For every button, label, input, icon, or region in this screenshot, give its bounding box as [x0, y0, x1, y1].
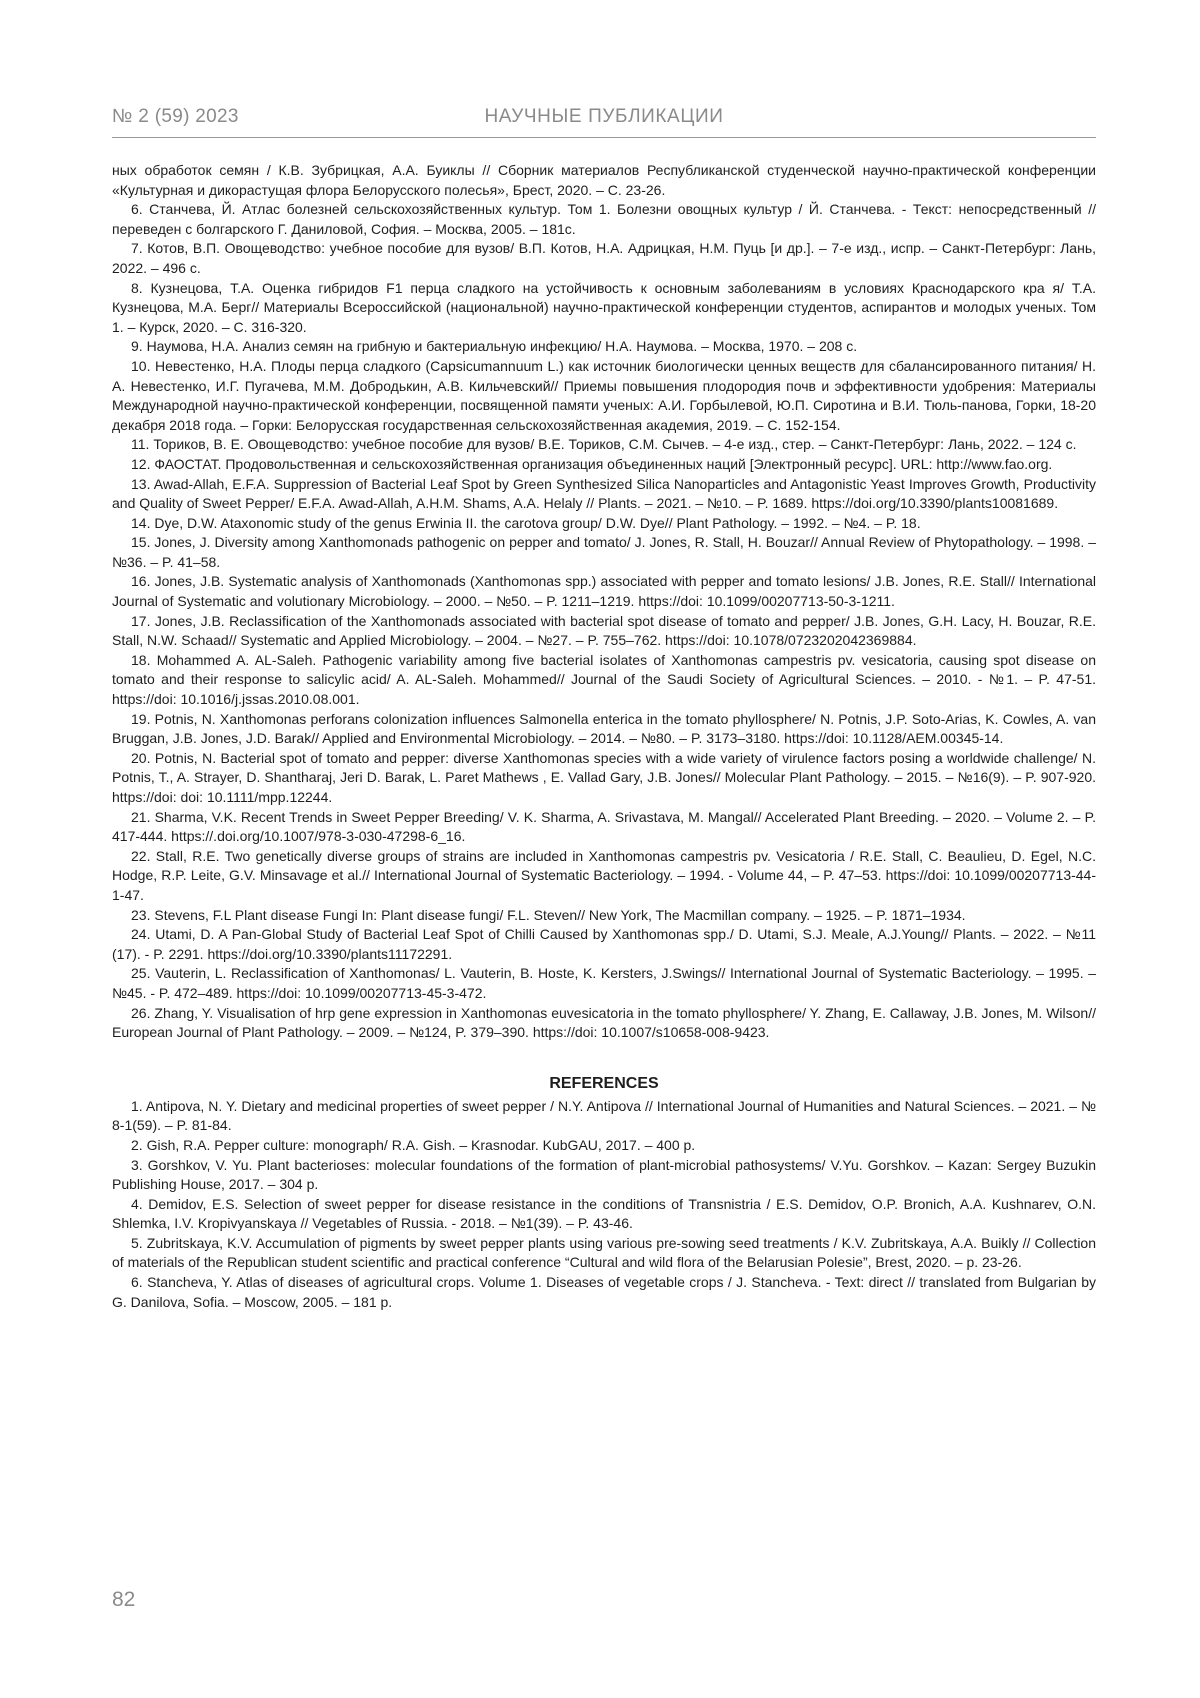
reference-entry: 24. Utami, D. A Pan-Global Study of Bacterial Leaf Spot of Chilli Caused by Xanthomonas spp./ D. Utami, S.J. Meale, A.J.Young// Plants. – 2022. – №11 (17). - P. 2291. https://doi.org/10.3390/plants11172291. — [112, 926, 1096, 962]
reference-entry: 2. Gish, R.A. Pepper culture: monograph/ R.A. Gish. – Krasnodar. KubGAU, 2017. – 400 p. — [131, 1136, 696, 1153]
reference-entry: 1. Antipova, N. Y. Dietary and medicinal properties of sweet pepper / N.Y. Antipova // International Journal of Humanities and Natural Sciences. – 2021. – № 8-1(59). – P. 81-84. — [112, 1097, 1096, 1134]
reference-entry: 23. Stevens, F.L Plant disease Fungi In: Plant disease fungi/ F.L. Steven// New York, The Macmillan company. – 1925. – P. 1871–1934. — [131, 906, 966, 923]
page-number: 82 — [112, 1588, 136, 1611]
reference-entry: ных обработок семян / К.В. Зубрицкая, А.А. Буиклы // Сборник материалов Республиканской студенческой научно-практической конференции «Культурная и дикорастущая флора Белорусского полесья», Брест, 2020. – С. 23-26. — [112, 162, 1096, 198]
references-heading: REFERENCES — [549, 1074, 659, 1092]
reference-entry: 10. Невестенко, Н.А. Плоды перца сладкого (Capsicumannuum L.) как источник биологически ценных веществ для сбалансированного питания/ Н. А. Невестенко, И.Г. Пугачева, М.М. Добродькин, А.В. Кильчевский// Приемы повышения плодородия почв и эффективности удобрения: Материалы Международной научно-практической конференции, посвященной памяти ученых: А.И. Горбылевой, Ю.П. Сиротина и В.И. Тюль-панова, Горки, 18-20 декабря 2018 года. – Горки: Белорусская государственная сельскохозяйственная академия, 2019. – С. 152-154. — [112, 357, 1096, 433]
reference-entry: 12. ФАОСТАТ. Продовольственная и сельскохозяйственная организация объединенных наций [Электронный ресурс]. URL: http://www.fao.org. — [131, 455, 1053, 472]
reference-entry: 20. Potnis, N. Bacterial spot of tomato and pepper: diverse Xanthomonas species with a wide variety of virulence factors posing a worldwide challenge/ N. Potnis, T., A. Strayer, D. Shantharaj, Jeri D. Barak, L. Paret Mathews , E. Vallad Gary, J.B. Jones// Molecular Plant Pathology. – 2015. – №16(9). – P. 907-920. https://doi: doi: 10.1111/mpp.12244. — [112, 749, 1096, 805]
reference-entry: 4. Demidov, E.S. Selection of sweet pepper for disease resistance in the conditions of Transnistria / E.S. Demidov, O.P. Bronich, A.A. Kushnarev, O.N. Shlemka, I.V. Kropivyanskaya // Vegetables of Russia. - 2018. – №1(39). – P. 43-46. — [112, 1195, 1096, 1232]
reference-entry: 13. Awad-Allah, E.F.A. Suppression of Bacterial Leaf Spot by Green Synthesized Silica Nanoparticles and Antagonistic Yeast Improves Growth, Productivity and Quality of Sweet Pepper/ E.F.A. Awad-Allah, A.H.M. Shams, A.A. Helaly // Plants. – 2021. – №10. – P. 1689. https://doi.org/10.3390/plants10081689. — [112, 475, 1096, 512]
reference-entry: 8. Кузнецова, Т.А. Оценка гибридов F1 перца сладкого на устойчивость к основным заболеваниям в условиях Краснодарского кра я/ Т.А. Кузнецова, М.А. Берг// Материалы Всероссийской (национальной) научно-практической конференции студентов, аспирантов и молодых ученых. Том 1. – Курск, 2020. – С. 316-320. — [112, 279, 1096, 335]
issue-number: № 2 (59) 2023 — [112, 106, 239, 127]
reference-entry: 18. Mohammed A. AL-Saleh. Pathogenic variability among five bacterial isolates of Xanthomonas campestris pv. vesicatoria, causing spot disease on tomato and their response to salicylic acid/ A. AL-Saleh. Mohammed// Journal of the Saudi Society of Agricultural Sciences. – 2010. - №1. – P. 47-51. https://doi: 10.1016/j.jssas.2010.08.001. — [112, 651, 1096, 708]
reference-entry: 17. Jones, J.B. Reclassification of the Xanthomonads associated with bacterial spot disease of tomato and pepper/ J.B. Jones, G.H. Lacy, H. Bouzar, R.E. Stall, N.W. Schaad// Systematic and Applied Microbiology. – 2004. – №27. – P. 755–762. https://doi: 10.1078/0723202042369884. — [112, 612, 1096, 649]
reference-entry: 7. Котов, В.П. Овощеводство: учебное пособие для вузов/ В.П. Котов, Н.А. Адрицкая, Н.М. Пуць [и др.]. – 7-е изд., испр. – Санкт-Петербург: Лань, 2022. – 496 с. — [112, 240, 1096, 276]
header-divider — [112, 137, 1096, 138]
section-title: НАУЧНЫЕ ПУБЛИКАЦИИ — [484, 106, 724, 127]
reference-entry: 6. Станчева, Й. Атлас болезней сельскохозяйственных культур. Том 1. Болезни овощных культур / Й. Станчева. - Текст: непосредственный // переведен с болгарского Г. Даниловой, София. – Москва, 2005. – 181с. — [112, 201, 1096, 237]
reference-entry: 11. Ториков, В. Е. Овощеводство: учебное пособие для вузов/ В.Е. Ториков, С.М. Сычев. – 4-е изд., стер. – Санкт-Петербург: Лань, 2022. – 124 с. — [131, 436, 1077, 453]
page-header — [112, 106, 1096, 138]
reference-entry: 14. Dye, D.W. Ataxonomic study of the genus Erwinia II. the carotova group/ D.W. Dye// Plant Pathology. – 1992. – №4. – P. 18. — [131, 514, 921, 531]
reference-entry: 21. Sharma, V.K. Recent Trends in Sweet Pepper Breeding/ V. K. Sharma, A. Srivastava, M. Mangal// Accelerated Plant Breeding. – 2020. – Volume 2. – P. 417-444. https://.doi.org/10.1007/978-3-030-47298-6_16. — [112, 808, 1096, 845]
reference-entry: 16. Jones, J.B. Systematic analysis of Xanthomonads (Xanthomonas spp.) associated with pepper and tomato lesions/ J.B. Jones, R.E. Stall// International Journal of Systematic and volutionary Microbiology. – 2000. – №50. – P. 1211–1219. https://doi: 10.1099/00207713-50-3-1211. — [112, 573, 1096, 610]
reference-entry: 6. Stancheva, Y. Atlas of diseases of agricultural crops. Volume 1. Diseases of vegetable crops / J. Stancheva. - Text: direct // translated from Bulgarian by G. Danilova, Sofia. – Moscow, 2005. – 181 p. — [112, 1274, 1096, 1310]
reference-entry: 19. Potnis, N. Xanthomonas perforans colonization influences Salmonella enterica in the tomato phyllosphere/ N. Potnis, J.P. Soto-Arias, K. Cowles, A. van Bruggan, J.B. Jones, J.D. Barak// Applied and Environmental Microbiology. – 2014. – №80. – P. 3173–3180. https://doi: 10.1128/AEM.00345-14. — [112, 710, 1096, 747]
reference-entry: 22. Stall, R.E. Two genetically diverse groups of strains are included in Xanthomonas campestris pv. Vesicatoria / R.E. Stall, C. Beaulieu, D. Egel, N.C. Hodge, R.P. Leite, G.V. Minsavage et al.// International Journal of Systematic Bacteriology. – 1994. - Volume 44, – P. 47–53. https://doi: 10.1099/00207713-44-1-47. — [112, 847, 1096, 903]
reference-entry: 15. Jones, J. Diversity among Xanthomonads pathogenic on pepper and tomato/ J. Jones, R. Stall, H. Bouzar// Annual Review of Phytopathology. – 1998. – №36. – P. 41–58. — [112, 534, 1096, 570]
reference-list — [112, 161, 1096, 1312]
reference-entry: 9. Наумова, Н.А. Анализ семян на грибную и бактериальную инфекцию/ Н.А. Наумова. – Москва, 1970. – 208 с. — [131, 338, 858, 355]
reference-entry: 25. Vauterin, L. Reclassification of Xanthomonas/ L. Vauterin, B. Hoste, K. Kersters, J.Swings// International Journal of Systematic Bacteriology. – 1995. – №45. - P. 472–489. https://doi: 10.1099/00207713-45-3-472. — [112, 965, 1096, 1001]
reference-entry: 26. Zhang, Y. Visualisation of hrp gene expression in Xanthomonas euvesicatoria in the tomato phyllosphere/ Y. Zhang, E. Callaway, J.B. Jones, M. Wilson// European Journal of Plant Pathology. – 2009. – №124, P. 379–390. https://doi: 10.1007/s10658-008-9423. — [112, 1004, 1096, 1041]
reference-entry: 3. Gorshkov, V. Yu. Plant bacterioses: molecular foundations of the formation of plant-microbial pathosystems/ V.Yu. Gorshkov. – Kazan: Sergey Buzukin Publishing House, 2017. – 304 p. — [112, 1156, 1096, 1193]
reference-entry: 5. Zubritskaya, K.V. Accumulation of pigments by sweet pepper plants using various pre-sowing seed treatments / K.V. Zubritskaya, A.A. Buikly // Collection of materials of the Republican student scientific and practical conference “Cultural and wild flora of the Belarusian Polesie”, Brest, 2020. – p. 23-26. — [112, 1234, 1096, 1271]
